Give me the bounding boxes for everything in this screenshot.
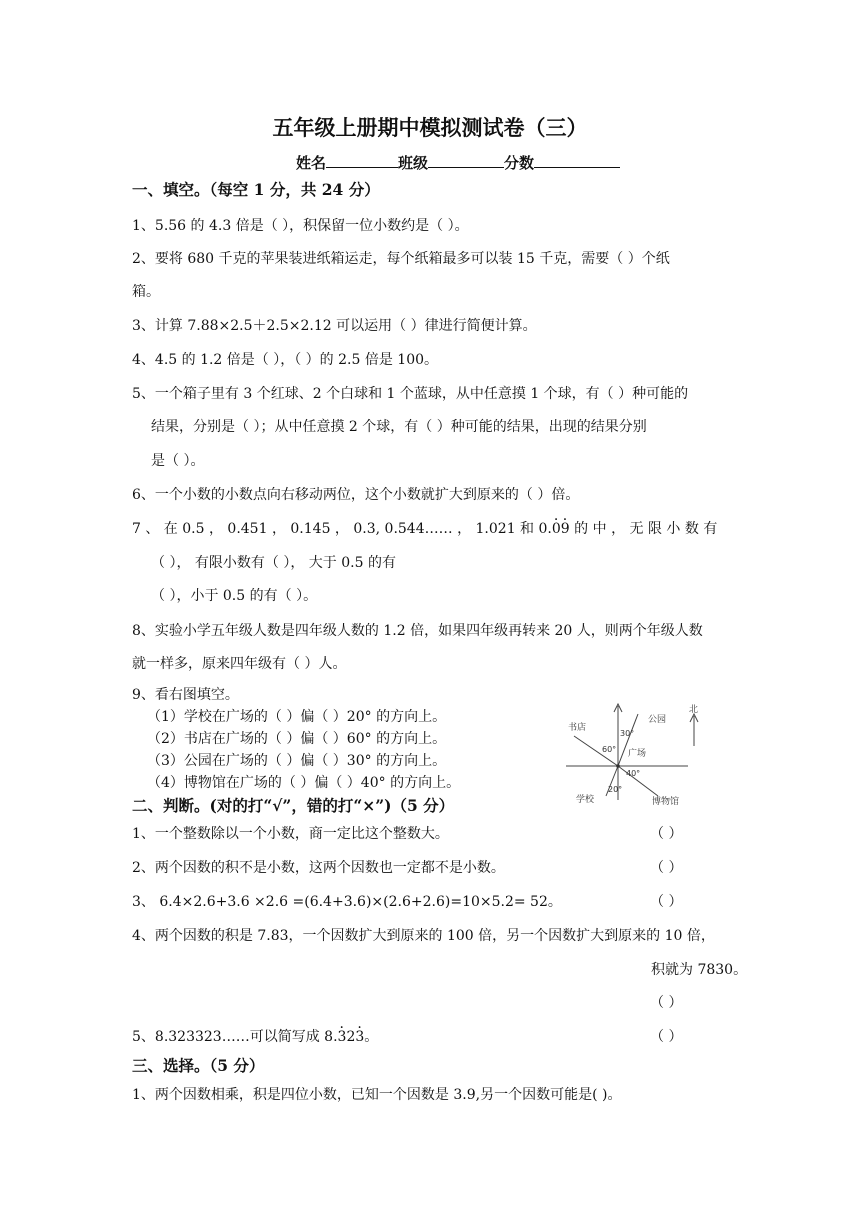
q5-repeating-digit-start: · 3 — [338, 1029, 347, 1045]
bookstore-label: 书店 — [568, 723, 587, 733]
score-blank — [534, 150, 620, 168]
angle-20-label: 20° — [608, 785, 623, 794]
angle-30-label: 30° — [620, 729, 635, 738]
school-label: 学校 — [576, 795, 595, 805]
s1-question-4: 4、4.5 的 1.2 倍是（ ），（ ）的 2.5 倍是 100。 — [132, 352, 439, 368]
s2-question-4-answer-blank: （ ） — [650, 995, 683, 1011]
park-label: 公园 — [648, 715, 667, 725]
q5-text-before: 5、8.323323……可以简写成 8. — [132, 1029, 338, 1045]
s1-question-5-line-3: 是（ ）。 — [151, 453, 205, 469]
s2-question-5 — [132, 1026, 378, 1046]
name-blank — [326, 150, 398, 168]
q5-middle-digit: 2 — [346, 1029, 356, 1045]
s1-question-2-line-1: 2、要将 680 千克的苹果装进纸箱运走，每个纸箱最多可以装 15 千克，需要（ ）个纸 — [132, 251, 670, 267]
plaza-point — [616, 764, 620, 768]
s3-question-1: 1、两个因数相乘，积是四位小数，已知一个因数是 3.9,另一个因数可能是( )。 — [132, 1087, 622, 1103]
s2-question-1-answer-blank: （ ） — [650, 826, 683, 842]
s1-question-9-item-4: （4）博物馆在广场的（ ）偏（ ）40° 的方向上。 — [147, 775, 461, 791]
q5-repeating-digit-end: · 3 — [355, 1029, 364, 1045]
s2-question-1: 1、一个整数除以一个小数，商一定比这个整数大。 — [132, 826, 449, 842]
s1-question-7-line-2: （ ）， 有限小数有（ ）， 大于 0.5 的有 — [151, 555, 396, 571]
q5-text-after: 。 — [364, 1029, 379, 1045]
s2-question-2: 2、两个因数的积不是小数，这两个因数也一定都不是小数。 — [132, 860, 505, 876]
s1-question-9: 9、看右图填空。 — [132, 687, 239, 703]
name-label: 姓名 — [296, 154, 327, 172]
section-3-heading: 三、选择。（5 分） — [132, 1056, 265, 1075]
s1-question-1: 1、5.56 的 4.3 倍是（ ），积保留一位小数约是（ ）。 — [132, 218, 469, 234]
north-label: 北 — [689, 705, 699, 715]
s2-question-2-answer-blank: （ ） — [650, 860, 683, 876]
angle-60-label: 60° — [602, 745, 617, 754]
s1-question-2-line-2: 箱。 — [132, 284, 160, 300]
s1-question-7-line-3: （ ），小于 0.5 的有（ ）。 — [151, 588, 318, 604]
student-info — [296, 150, 620, 173]
s1-question-3: 3、计算 7.88×2.5＋2.5×2.12 可以运用（ ）律进行简便计算。 — [132, 318, 537, 334]
s1-question-5-line-2: 结果，分别是（ ）；从中任意摸 2 个球，有（ ）种可能的结果，出现的结果分别 — [151, 419, 647, 435]
q7-text-after: 的 中 ， 无 限 小 数 有 — [569, 521, 718, 537]
q7-text-before: 7 、 在 0.5 ， 0.451 ， 0.145 ， 0.3, 0.544…… ， 1.021 和 0. — [132, 521, 552, 537]
s2-question-5-answer-blank: （ ） — [650, 1029, 683, 1045]
s1-question-9-item-1: （1）学校在广场的（ ）偏（ ）20° 的方向上。 — [147, 709, 447, 725]
plaza-label: 广场 — [628, 749, 647, 759]
section-1-heading: 一、填空。（每空 1 分，共 24 分） — [132, 180, 380, 199]
s2-question-3: 3、 6.4×2.6+3.6 ×2.6 =(6.4+3.6)×(2.6+2.6)=10×5.2= 52。 — [132, 894, 562, 910]
q7-repeating-digit-2: · 9 — [561, 521, 570, 537]
s2-question-4-line-2: 积就为 7830。 — [651, 962, 748, 978]
section-2-heading: 二、判断。(对的打“√”，错的打“×”)（5 分） — [132, 796, 455, 815]
s1-question-9-item-2: （2）书店在广场的（ ）偏（ ）60° 的方向上。 — [147, 731, 447, 747]
s1-question-8-line-2: 就一样多，原来四年级有（ ）人。 — [132, 656, 347, 672]
s2-question-4-line-1: 4、两个因数的积是 7.83，一个因数扩大到原来的 100 倍，另一个因数扩大到原来的 10 倍， — [132, 928, 715, 944]
direction-diagram — [562, 700, 722, 808]
s1-question-5-line-1: 5、一个箱子里有 3 个红球、2 个白球和 1 个蓝球，从中任意摸 1 个球，有（ ）种可能的 — [132, 386, 689, 402]
s1-question-6: 6、一个小数的小数点向右移动两位，这个小数就扩大到原来的（ ）倍。 — [132, 487, 580, 503]
score-label: 分数 — [504, 154, 535, 172]
q7-repeating-digit-1: · 0 — [552, 521, 561, 537]
s1-question-9-item-3: （3）公园在广场的（ ）偏（ ）30° 的方向上。 — [147, 753, 447, 769]
class-label: 班级 — [398, 154, 429, 172]
page-title: 五年级上册期中模拟测试卷（三） — [272, 115, 588, 140]
angle-40-label: 40° — [626, 769, 641, 778]
s2-question-3-answer-blank: （ ） — [650, 894, 683, 910]
s1-question-7-line-1 — [132, 518, 717, 538]
museum-label: 博物馆 — [652, 797, 680, 807]
s1-question-8-line-1: 8、实验小学五年级人数是四年级人数的 1.2 倍，如果四年级再转来 20 人，则两个年级人数 — [132, 623, 703, 639]
class-blank — [428, 150, 504, 168]
